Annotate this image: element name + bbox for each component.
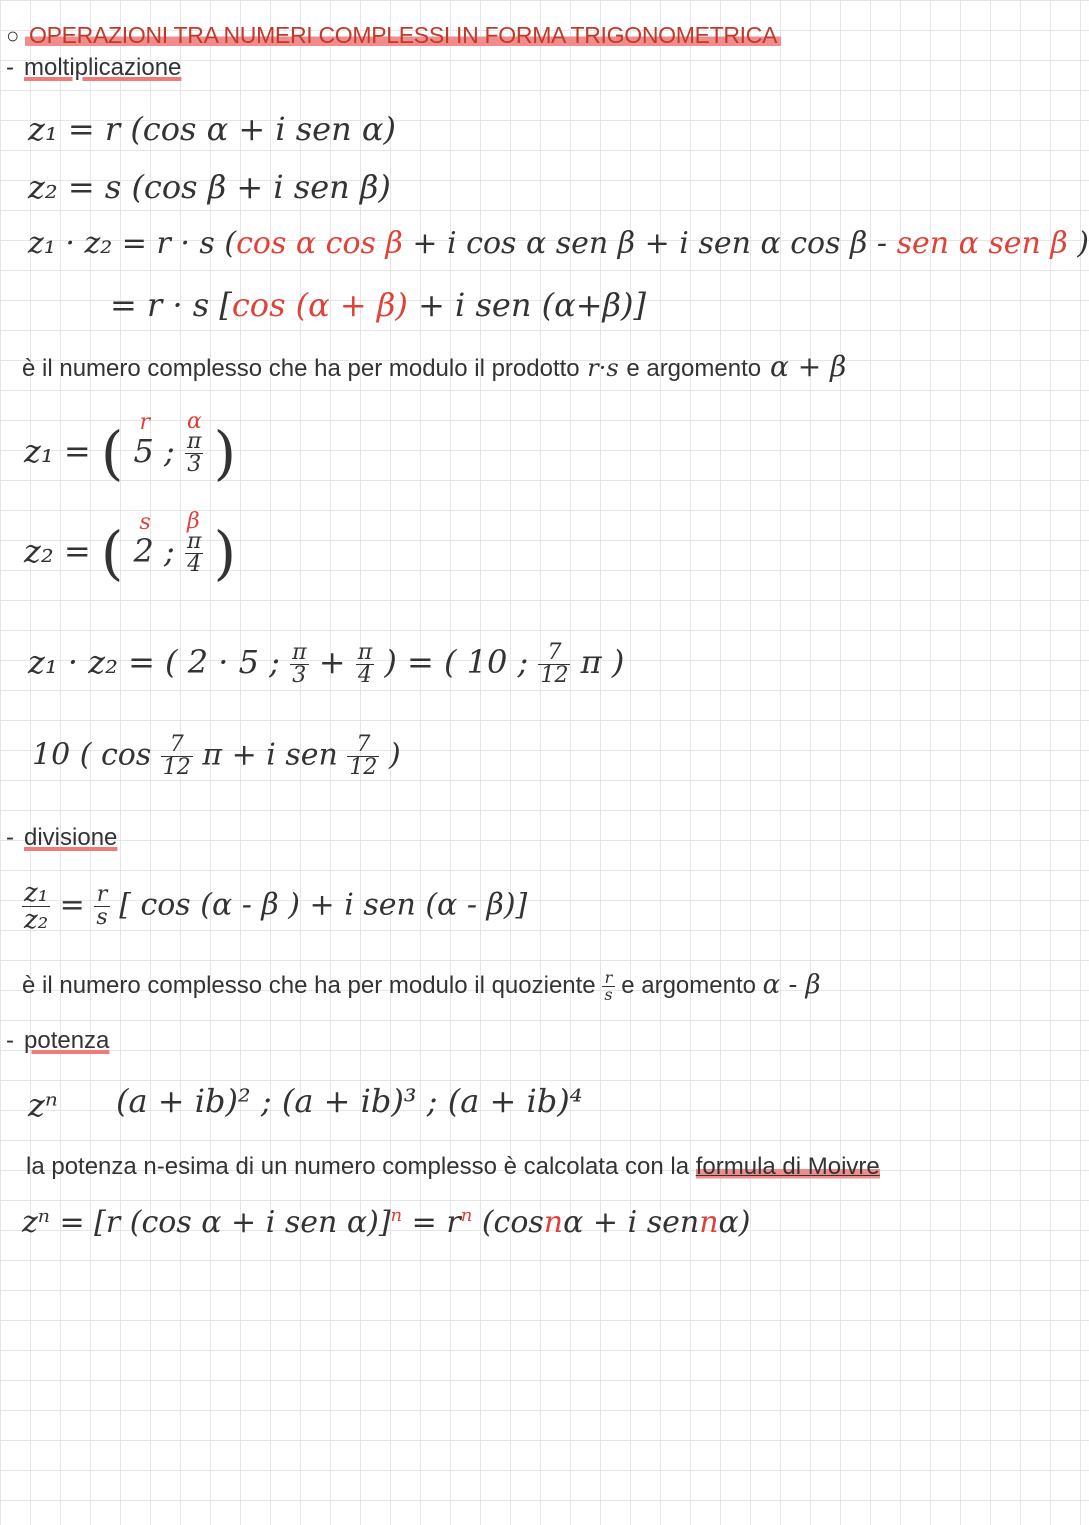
example-z2: z₂ = ( s 2 ; β $\frac{\pi}{4}$ ) [24,509,237,587]
moivre-formula-link: formula di Moivre [695,1153,880,1180]
section-division: - divisione [6,824,118,851]
example-product: z₁ · z₂ = ( 2 · 5 ; $\frac{\pi}{3}$ + $\frac{\pi}{4}$ ) = ( 10 ; $\frac{7}{12}$ π ) [28,640,625,688]
eq-product: z₁ · z₂ = r · s (cos α cos β + i cos α sen β + i sen α cos β - sen α sen β ) [28,226,1089,261]
eq-division: $\frac{\text{z₁}}{\text{z₂}}$ = $\frac{r}{s}$ [ cos (α - β ) + i sen (α - β)] [24,878,528,935]
eq-z1: z₁ = r (cos α + i sen α) [28,110,396,148]
example-z1: z₁ = ( r 5 ; α $\frac{\pi}{3}$ ) [24,409,237,487]
power-description: la potenza n-esima di un numero complesso è calcolata con la formula di Moivre [26,1153,880,1180]
eq-z2: z₂ = s (cos β + i sen β) [28,168,391,206]
eq-product-result: = r · s [cos (α + β) + i sen (α+β)] [110,286,646,324]
example-product-trig: 10 ( cos $\frac{7}{12}$ π + i sen $\frac{7}{12}$ ) [32,732,401,780]
bullet-icon: ○ [6,23,19,48]
div-description: è il numero complesso che ha per modulo il quoziente $\frac{r}{s}$ e argomento α - β [22,968,821,1005]
power-examples: (a + ib)² ; (a + ib)³ ; (a + ib)⁴ [116,1082,583,1120]
moivre-formula: zⁿ = [r (cos α + i sen $\alpha)]^n = r^n$ (cosnα + i sennα) [22,1205,751,1240]
mult-description: è il numero complesso che ha per modulo il prodotto r·s e argomento α + β [22,350,847,383]
section-power: - potenza [6,1027,110,1054]
page-title: ○ OPERAZIONI TRA NUMERI COMPLESSI IN FORMA TRIGONOMETRICA [6,22,781,49]
section-multiplication: - moltiplicazione [6,54,182,81]
power-zn: zⁿ [28,1086,58,1124]
